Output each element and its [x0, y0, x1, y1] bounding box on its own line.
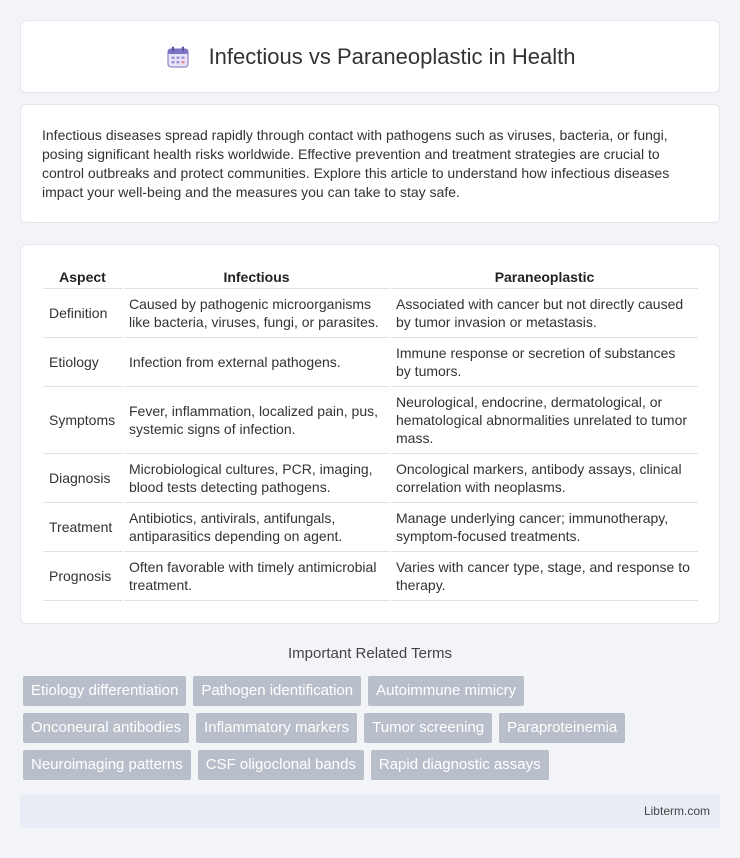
row-paraneoplastic: Neurological, endocrine, dermatological, or hematological abnormalities unrelated to tumor mass.	[390, 387, 698, 454]
tag-pathogen-identification[interactable]: Pathogen identification	[193, 676, 361, 706]
row-aspect: Treatment	[43, 503, 123, 552]
footer-brand-link[interactable]: Libterm.com	[643, 804, 710, 818]
tag-csf-oligoclonal-bands[interactable]: CSF oligoclonal bands	[198, 750, 364, 780]
row-aspect: Etiology	[43, 338, 123, 387]
intro-card	[20, 104, 720, 223]
row-aspect: Symptoms	[43, 387, 123, 454]
row-infectious: Often favorable with timely antimicrobial treatment.	[123, 552, 390, 601]
table-row	[43, 454, 698, 503]
row-aspect: Diagnosis	[43, 454, 123, 503]
row-infectious: Infection from external pathogens.	[123, 338, 390, 387]
row-aspect: Definition	[43, 289, 123, 338]
header-aspect: Aspect	[43, 266, 123, 289]
table-header-row	[43, 266, 698, 289]
table-row	[43, 503, 698, 552]
row-paraneoplastic: Associated with cancer but not directly caused by tumor invasion or metastasis.	[390, 289, 698, 338]
table-row	[43, 289, 698, 338]
tag-inflammatory-markers[interactable]: Inflammatory markers	[196, 713, 357, 743]
page-title: Infectious vs Paraneoplastic in Health	[208, 43, 576, 69]
tag-etiology-differentiation[interactable]: Etiology differentiation	[23, 676, 186, 706]
tag-row	[23, 750, 713, 780]
comparison-card	[20, 244, 720, 624]
tag-rapid-diagnostic-assays[interactable]: Rapid diagnostic assays	[371, 750, 549, 780]
table-row	[43, 387, 698, 454]
header-paraneoplastic: Paraneoplastic	[390, 266, 698, 289]
calendar-icon	[165, 44, 191, 70]
tag-autoimmune-mimicry[interactable]: Autoimmune mimicry	[368, 676, 524, 706]
row-infectious: Fever, inflammation, localized pain, pus, systemic signs of infection.	[123, 387, 390, 454]
title-card	[20, 20, 720, 93]
tag-row	[23, 713, 713, 743]
row-infectious: Microbiological cultures, PCR, imaging, blood tests detecting pathogens.	[123, 454, 390, 503]
row-paraneoplastic: Immune response or secretion of substances by tumors.	[390, 338, 698, 387]
row-paraneoplastic: Varies with cancer type, stage, and response to therapy.	[390, 552, 698, 601]
row-paraneoplastic: Manage underlying cancer; immunotherapy, symptom-focused treatments.	[390, 503, 698, 552]
related-terms-title: Important Related Terms	[288, 645, 452, 662]
table-row	[43, 552, 698, 601]
comparison-table	[43, 266, 698, 601]
row-paraneoplastic: Oncological markers, antibody assays, clinical correlation with neoplasms.	[390, 454, 698, 503]
tag-neuroimaging-patterns[interactable]: Neuroimaging patterns	[23, 750, 191, 780]
table-row	[43, 338, 698, 387]
tag-onconeural-antibodies[interactable]: Onconeural antibodies	[23, 713, 189, 743]
tag-tumor-screening[interactable]: Tumor screening	[364, 713, 492, 743]
tag-paraproteinemia[interactable]: Paraproteinemia	[499, 713, 625, 743]
header-infectious: Infectious	[123, 266, 390, 289]
row-infectious: Antibiotics, antivirals, antifungals, antiparasitics depending on agent.	[123, 503, 390, 552]
row-infectious: Caused by pathogenic microorganisms like bacteria, viruses, fungi, or parasites.	[123, 289, 390, 338]
tag-row	[23, 676, 713, 706]
footer	[20, 794, 720, 828]
related-terms-tags	[23, 676, 713, 787]
intro-text: Infectious diseases spread rapidly through contact with pathogens such as viruses, bacteria, or fungi, posing significant health risks worldwide. Effective prevention and treatment strategies are crucial to control outbreaks and protect communities. Explore this article to understand how infectious diseases impact your well-being and the measures you can take to stay safe.	[42, 127, 670, 200]
row-aspect: Prognosis	[43, 552, 123, 601]
